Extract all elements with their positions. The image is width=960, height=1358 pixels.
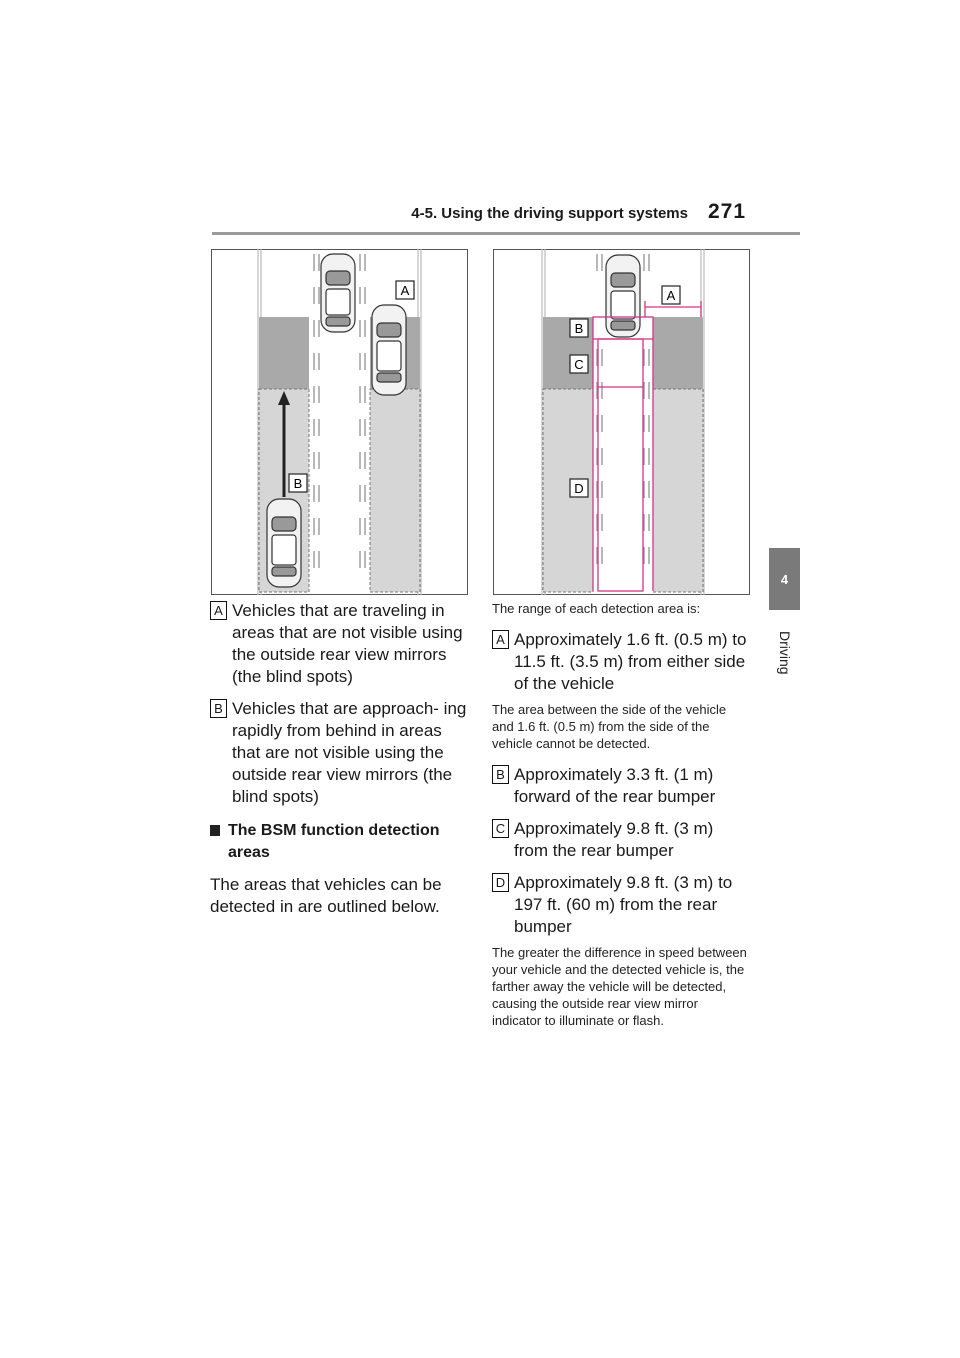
section-heading: The BSM function detection areas <box>210 820 468 864</box>
item-text: Approximately 3.3 ft. (1 m) forward of the rear bumper <box>514 765 716 806</box>
own-vehicle <box>606 255 640 337</box>
item-tag: A <box>210 601 227 620</box>
item-note: The greater the difference in speed between your vehicle and the detected vehicle is, the farther away the vehicle will be detected, causing the outside rear view mirror indicator to illuminate or flash. <box>492 945 747 1028</box>
item-text: Vehicles that are approach- ing rapidly from behind in areas that are not visible using the outside rear view mirrors (the blind spots) <box>232 699 467 806</box>
item-tag: B <box>492 765 509 784</box>
callout-a: A <box>666 288 676 303</box>
zone-near-left <box>259 317 309 389</box>
page-number: 271 <box>708 200 747 223</box>
zone-far-right <box>370 389 420 592</box>
callout-a: A <box>400 283 410 298</box>
own-vehicle <box>321 254 355 332</box>
item-text: Vehicles that are traveling in areas that are not visible using the outside rear view mirrors (the blind spots) <box>232 601 463 686</box>
section-title: 4-5. Using the driving support systems <box>411 205 688 222</box>
right-column <box>492 600 750 1029</box>
item-tag: C <box>492 819 509 838</box>
body-paragraph: The areas that vehicles can be detected in are outlined below. <box>210 875 442 916</box>
intro-text: The range of each detection area is: <box>492 601 701 616</box>
list-item <box>492 818 750 862</box>
list-item <box>492 872 750 938</box>
callout-b: B <box>293 476 303 491</box>
blind-spot-vehicle <box>372 305 406 395</box>
item-tag: B <box>210 699 227 718</box>
header-rule <box>212 232 800 235</box>
list-item <box>492 764 750 808</box>
zone-near-right <box>653 317 703 389</box>
item-tag: D <box>492 873 509 892</box>
callout-b: B <box>574 321 584 336</box>
item-tag: A <box>492 630 509 649</box>
chapter-label: Driving <box>777 631 793 675</box>
chapter-tab: 4 <box>769 548 800 610</box>
zone-far-right <box>653 389 703 592</box>
list-item <box>210 698 468 808</box>
item-note: The area between the side of the vehicle and 1.6 ft. (0.5 m) from the side of the vehicle cannot be detected. <box>492 702 727 751</box>
list-item <box>492 629 750 695</box>
item-text: Approximately 9.8 ft. (3 m) from the rear bumper <box>514 819 714 860</box>
approaching-vehicle <box>267 499 301 587</box>
heading-bullet <box>210 825 220 836</box>
callout-c: C <box>574 357 584 372</box>
callout-d: D <box>574 481 584 496</box>
list-item <box>210 600 468 688</box>
item-text: Approximately 9.8 ft. (3 m) to 197 ft. (60 m) from the rear bumper <box>514 873 733 936</box>
item-text: Approximately 1.6 ft. (0.5 m) to 11.5 ft. (3.5 m) from either side of the vehicle <box>514 630 747 693</box>
detection-range-figure <box>493 249 750 595</box>
left-column <box>210 600 468 918</box>
blind-spot-figure <box>211 249 468 595</box>
